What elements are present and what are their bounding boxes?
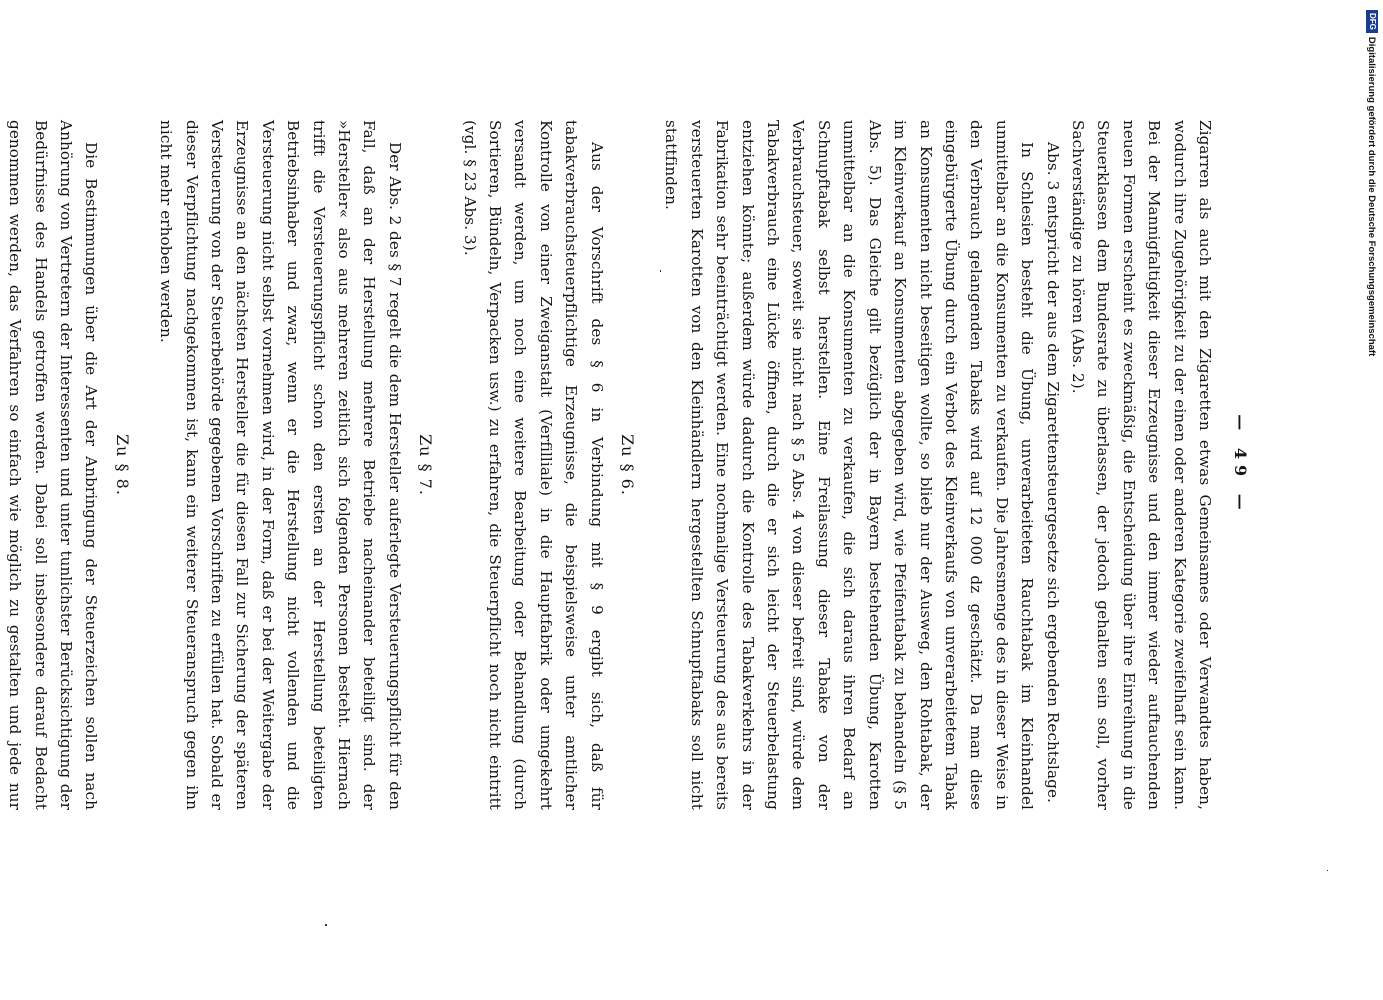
section-8-text: Die Bestimmungen über die Art der Anbringung der Steuerzeichen sollen nach Anhörung von Vertretern der Interessenten und unter tunlichster Berücksichtigung der Bedürfnisse des Handels getroffen werden. Dabei soll insbesondere darauf Bedacht genommen werden, das Verfahren so einfach wie möglich zu gestalten und jede nur xyxy=(6,120,101,810)
scan-speck xyxy=(1327,870,1328,871)
section-6-heading: Zu § 6. xyxy=(618,434,638,496)
section-6-text: Aus der Vorschrift des § 6 in Verbindung mit § 9 ergibt sich, daß für tabakverbrauchsteuerpflichtige Erzeugnisse, die beispielsweise unter amtlicher Kontrolle von einer Zweiganstalt (Verfilliale) in die Hauptfabrik oder umgekehrt versandt werden, um noch eine weitere Bearbeitung oder Behandlung (durch Sortieren, Bündeln, Verpacken usw.) zu erfahren, die Steuerpflicht noch nicht eintritt (vgl. § 23 Abs. 3). xyxy=(460,120,606,810)
paragraph-intro: Zigarren als auch mit den Zigaretten etwas Gemeinsames oder Verwandtes haben, wodurch ihre Zugehörigkeit zu der einen oder anderen Kategorie zweifelhaft sein kann. Bei der Mannigfaltigkeit dieser Erzeugnisse und den immer wieder auftauchenden neuen Formen erscheint es zweckmäßig, die Entscheidung über ihre Einreihung in die Steuerklassen dem Bundesrate zu überlassen, der jedoch gehalten sein soll, vorher Sachverständige zu hören (Abs. 2). xyxy=(1068,120,1214,810)
section-8-heading: Zu § 8. xyxy=(112,434,132,496)
paragraph-abs3: Abs. 3 entspricht der aus dem Zigarettensteuergesetze sich ergebenden Rechtslage. xyxy=(1043,142,1062,803)
paragraph-schlesien: In Schlesien besteht die Übung, unverarbeiteten Rauchtabak im Kleinhandel unmittelbar an die Konsumenten zu verkaufen. Die Jahresmenge des in dieser Weise in den Verbrauch gelangenden Tabaks wird auf 12 000 dz geschätzt. Da man diese eingebürgerte Übung durch ein Verbot des Kleinverkaufs von unverarbeitetem Tabak an Konsumenten nicht beseitigen wollte, so blieb nur der Ausweg, den Rohtabak, der im Kleinverkauf an Konsumenten abgegeben wird, wie Pfeifentabak zu behandeln (§ 5 Abs. 5). Das Gleiche gilt bezüglich der in Bayern bestehenden Übung, Karotten unmittelbar an die Konsumenten zu verkaufen, die sich daraus ihren Bedarf an Schnupftabak selbst herstellen. Eine Freilassung dieser Tabake von der Verbrauchsteuer, soweit sie nicht nach § 5 Abs. 4 von dieser befreit sind, würde dem Tabakverbrauch eine Lücke öffnen, durch die er sich leicht der Steuerbelastung entziehen könnte; außerdem würde dadurch die Kontrolle des Tabakverkehrs in der Fabrikation sehr beeinträchtigt werden. Eine nochmalige Versteuerung des aus bereits versteuerten Karotten von den Kleinhändlern hergestellten Schnupftabaks soll nicht stattfinden. xyxy=(662,120,1037,810)
dfg-credit-text: Digitalisierung gefördert durch die Deutsche Forschungsgemeinschaft xyxy=(1366,36,1377,357)
section-7-text: Der Abs. 2 des § 7 regelt die dem Hersteller auferlegte Versteuerungspflicht für den Fall, daß an der Herstellung mehrere Betriebe nacheinander beteiligt sind. der »Hersteller« also aus mehreren zeitlich sich folgenden Personen besteht. Hiernach trifft die Versteuerungspflicht schon den ersten an der Herstellung beteiligten Betriebsinhaber und zwar, wenn er die Herstellung nicht vollenden und die Versteuerung nicht selbst vornehmen wird, in der Form, daß er bei der Weitergabe der Erzeugnisse an den nächsten Hersteller die für diesen Fall zur Sicherung der späteren Versteuerung von der Steuerbehörde gegebenen Vorschriften zu erfüllen hat. Sobald er dieser Verpflichtung nachgekommen ist, kann ein weiterer Steueranspruch gegen ihn nicht mehr erhoben werden. xyxy=(157,120,404,810)
rotated-text-block xyxy=(6,120,1250,810)
dfg-credit xyxy=(1362,10,1380,990)
document-body xyxy=(0,120,1217,810)
page-number: — 49 — xyxy=(1231,414,1250,516)
dfg-logo: DFG xyxy=(1366,10,1378,33)
scan-speck xyxy=(325,924,327,926)
section-7-heading: Zu § 7. xyxy=(416,434,436,496)
scan-speck xyxy=(660,270,661,272)
